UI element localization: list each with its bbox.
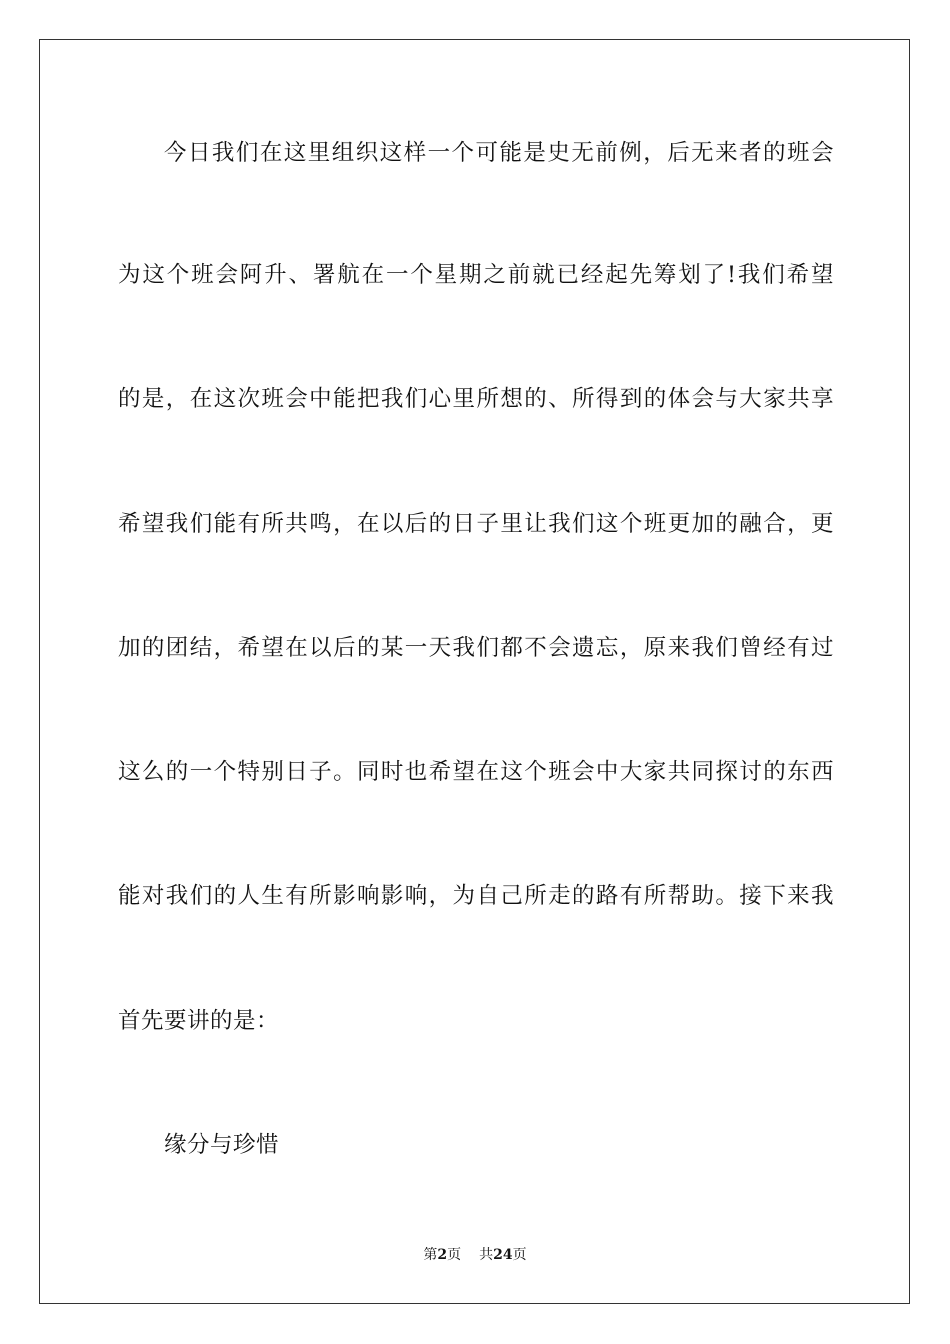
paragraph-line: 这么的一个特别日子。同时也希望在这个班会中大家共同探讨的东西 [118, 759, 834, 785]
paragraph-line: 为这个班会阿升、署航在一个星期之前就已经起先筹划了!我们希望 [118, 262, 834, 288]
footer-page-suffix: 页 [447, 1247, 462, 1263]
page-footer [0, 1246, 950, 1264]
paragraph-line: 希望我们能有所共鸣，在以后的日子里让我们这个班更加的融合，更 [118, 511, 834, 537]
current-page-number: 2 [437, 1247, 448, 1263]
paragraph-line: 加的团结，希望在以后的某一天我们都不会遗忘，原来我们曾经有过 [118, 635, 834, 661]
paragraph-line: 今日我们在这里组织这样一个可能是史无前例，后无来者的班会 [164, 140, 834, 166]
footer-total-suffix: 页 [512, 1247, 527, 1263]
total-page-count: 24 [493, 1247, 513, 1263]
paragraph-line: 首先要讲的是： [118, 1008, 280, 1034]
paragraph-line: 能对我们的人生有所影响影响，为自己所走的路有所帮助。接下来我 [118, 883, 834, 909]
section-heading: 缘分与珍惜 [164, 1132, 280, 1158]
footer-prefix: 第 [423, 1247, 438, 1263]
footer-total-prefix: 共 [479, 1247, 494, 1263]
page-border [39, 39, 910, 1304]
paragraph-line: 的是，在这次班会中能把我们心里所想的、所得到的体会与大家共享 [118, 386, 834, 412]
